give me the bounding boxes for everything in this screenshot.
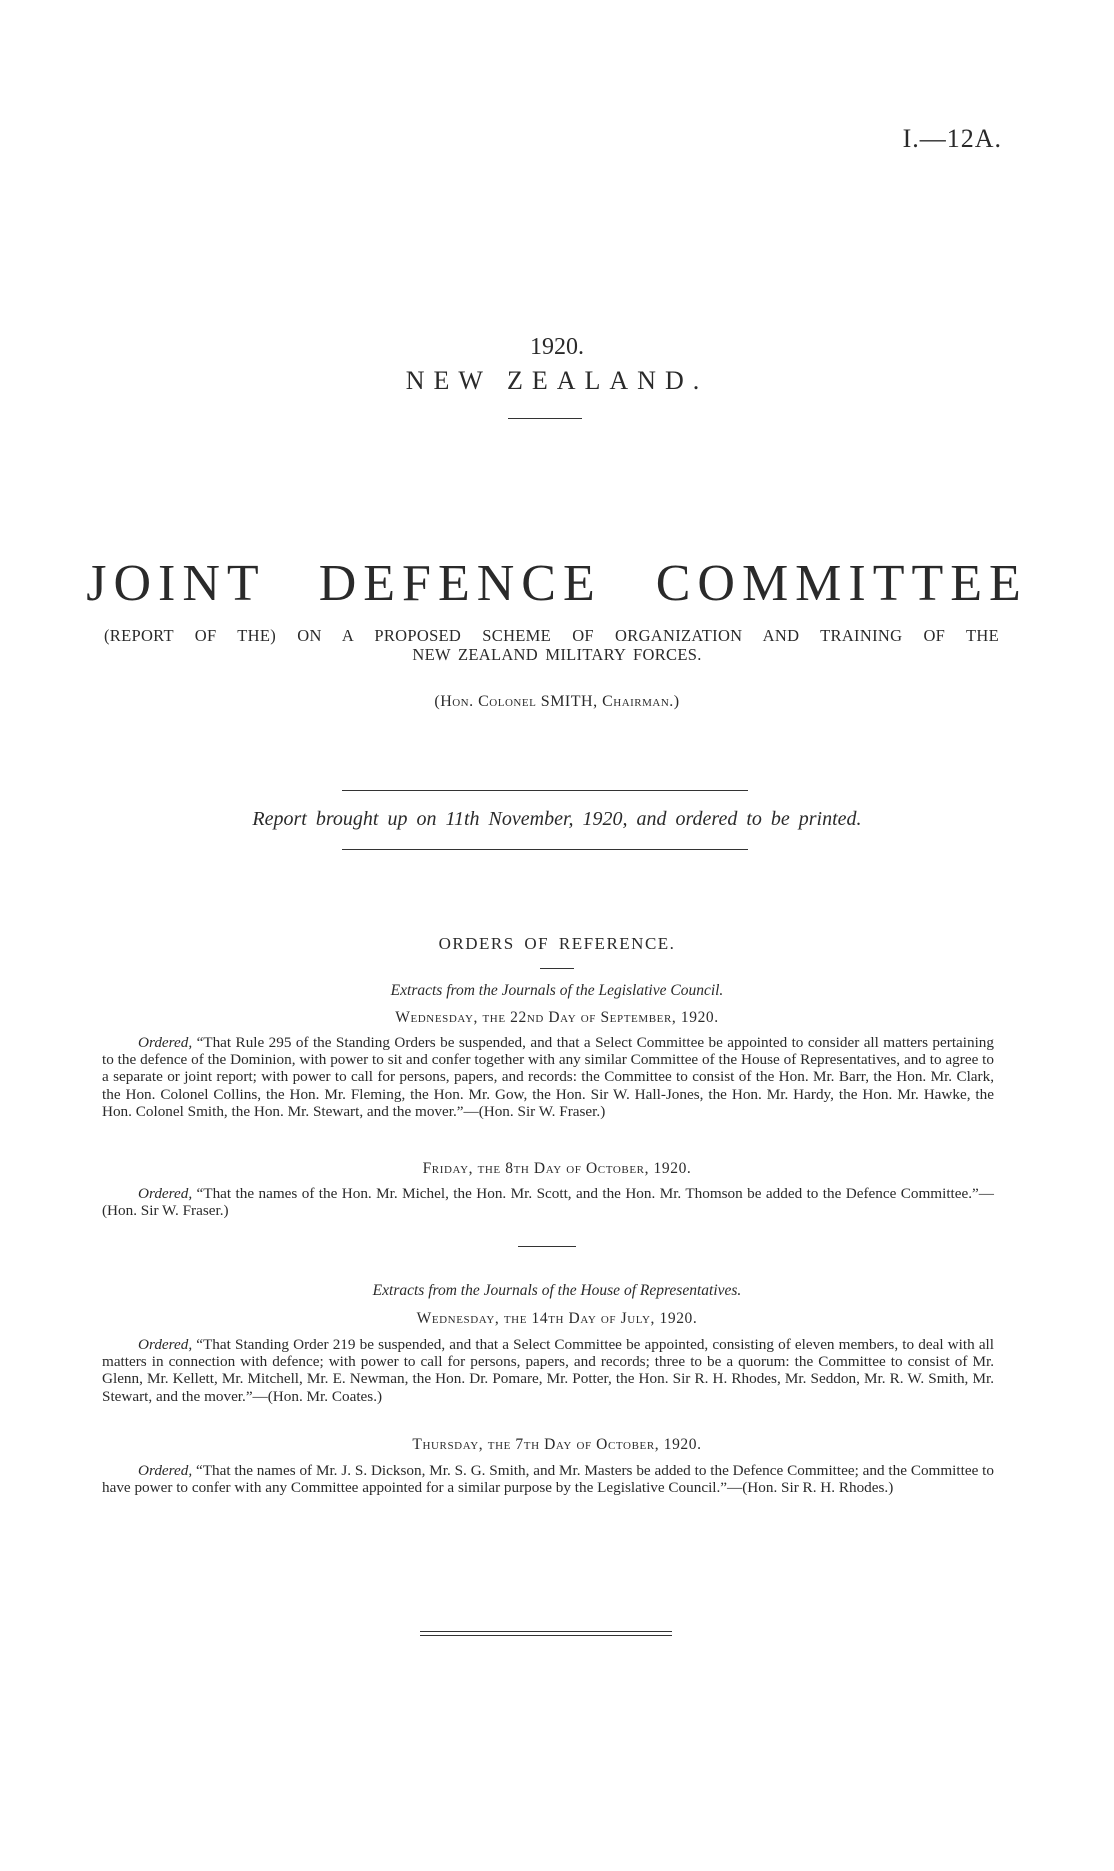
divider-rule (342, 849, 748, 850)
order-paragraph (102, 1336, 994, 1405)
divider-rule (508, 418, 582, 419)
entry-date: Thursday, the 7th Day of October, 1920. (412, 1436, 702, 1453)
order-text: “That the names of the Hon. Mr. Michel, the Hon. Mr. Scott, and the Hon. Mr. Thomson be added to the Defence Committee.”—(Hon. Sir W. Fraser.) (102, 1185, 994, 1220)
order-paragraph (102, 1185, 994, 1219)
order-text: “That Standing Order 219 be suspended, and that a Select Committee be appointed, consisting of eleven members, to deal with all matters in connection with defence; with power to call for persons, papers, and records; three to be a quorum: the Committee to consist of Mr. Glenn, Mr. Kellett, Mr. Mitchell, Mr. E. Newman, the Hon. Dr. Pomare, Mr. Potter, the Hon. Sir R. H. Rhodes, Mr. Seddon, Mr. R. W. Smith, Mr. Stewart, and the mover.”—(Hon. Mr. Coates.) (102, 1336, 994, 1405)
divider-rule (518, 1246, 576, 1247)
entry-date: Wednesday, the 22nd Day of September, 1920. (395, 1009, 719, 1026)
subtitle-line-1: (REPORT OF THE) ON A PROPOSED SCHEME OF ORGANIZATION AND TRAINING OF THE (104, 626, 999, 645)
chairman-note: (Hon. Colonel SMITH, Chairman.) (434, 693, 680, 710)
ordered-label: Ordered, (138, 1185, 193, 1202)
order-text: “That the names of Mr. J. S. Dickson, Mr. S. G. Smith, and Mr. Masters be added to the Defence Committee; and the Committee to have power to confer with any Committee appointed for a similar purpose by the Legislative Council.”—(Hon. Sir R. H. Rhodes.) (102, 1462, 994, 1497)
house-extract-heading: Extracts from the Journals of the House of Representatives. (372, 1282, 742, 1299)
report-note: Report brought up on 11th November, 1920, and ordered to be printed. (252, 808, 862, 830)
divider-rule (540, 968, 574, 969)
year: 1920. (530, 334, 584, 360)
order-paragraph (102, 1462, 994, 1496)
ordered-label: Ordered, (138, 1462, 193, 1479)
entry-date: Friday, the 8th Day of October, 1920. (422, 1160, 692, 1177)
end-rule (420, 1631, 672, 1632)
order-paragraph (102, 1034, 994, 1120)
country: NEW ZEALAND. (405, 366, 709, 395)
orders-heading: ORDERS OF REFERENCE. (438, 934, 676, 953)
council-extract-heading: Extracts from the Journals of the Legislative Council. (390, 982, 724, 999)
main-title: JOINT DEFENCE COMMITTEE (86, 555, 1028, 612)
divider-rule (342, 790, 748, 791)
paper-number: I.—12A. (902, 124, 1002, 153)
order-text: “That Rule 295 of the Standing Orders be suspended, and that a Select Committee be appointed to consider all matters pertaining to the defence of the Dominion, with power to sit and confer together with any similar Committee of the House of Representatives, and to agree to a separate or joint report; with power to call for persons, papers, and records: the Committee to consist of the Hon. Mr. Barr, the Hon. Mr. Clark, the Hon. Colonel Collins, the Hon. Mr. Fleming, the Hon. Mr. Gow, the Hon. Sir W. Hall-Jones, the Hon. Mr. Hardy, the Hon. Mr. Hawke, the Hon. Colonel Smith, the Hon. Mr. Stewart, and the mover.”—(Hon. Sir W. Fraser.) (102, 1034, 994, 1120)
ordered-label: Ordered, (138, 1336, 193, 1353)
ordered-label: Ordered, (138, 1034, 193, 1051)
subtitle-line-2: NEW ZEALAND MILITARY FORCES. (412, 645, 702, 664)
end-rule (420, 1635, 672, 1636)
entry-date: Wednesday, the 14th Day of July, 1920. (416, 1310, 698, 1327)
